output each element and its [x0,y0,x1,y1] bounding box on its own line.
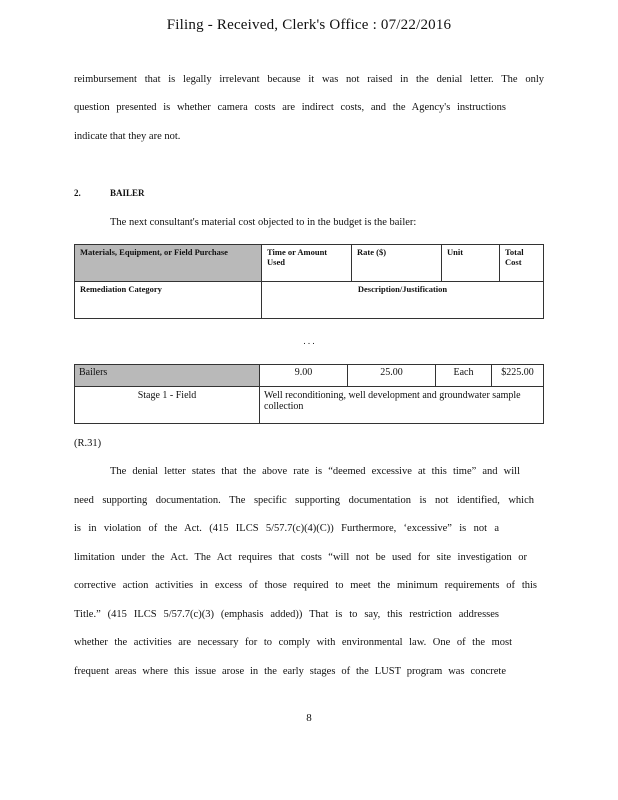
page-number: 8 [306,712,312,724]
text-line: indicate that they are not. [74,131,181,142]
text-line: limitation under the Act. The Act requires that costs “will not be used for site investigation or [74,552,527,563]
item-description: Well reconditioning, well development and groundwater sample collection [260,387,544,424]
section-title: BAILER [110,188,145,198]
text-line: The denial letter states that the above rate is “deemed excessive at this time” and will [110,466,520,477]
record-citation: (R.31) [74,438,102,449]
text-line: question presented is whether camera costs are indirect costs, and the Agency's instructions [74,102,506,113]
item-name: Bailers [75,365,260,387]
text-line: Title.” (415 ILCS 5/57.7(c)(3) (emphasis added)) That is to say, this restriction addresses [74,609,499,620]
item-rate: 25.00 [348,365,436,387]
item-unit: Each [436,365,492,387]
budget-header-table [74,244,544,319]
header-description: Description/Justification [262,282,544,319]
text-line: whether the activities are necessary for to comply with environmental law. One of the most [74,637,512,648]
ellipsis: . . . [303,336,315,346]
section-heading [74,188,145,198]
text-line: is in violation of the Act. (415 ILCS 5/57.7(c)(4)(C)) Furthermore, ‘excessive” is not a [74,523,499,534]
bailer-budget-table [74,364,544,424]
item-category: Stage 1 - Field [75,387,260,424]
header-materials: Materials, Equipment, or Field Purchase [75,245,262,282]
header-time-amount: Time or Amount Used [262,245,352,282]
header-rate: Rate ($) [352,245,442,282]
intro-sentence: The next consultant's material cost objected to in the budget is the bailer: [110,217,417,228]
item-total: $225.00 [492,365,544,387]
text-line: need supporting documentation. The specific supporting documentation is not identified, which [74,495,534,506]
header-total-cost: Total Cost [500,245,544,282]
item-time: 9.00 [260,365,348,387]
text-line: frequent areas where this issue arose in the early stages of the LUST program was concrete [74,666,506,677]
header-unit: Unit [442,245,500,282]
header-remediation-category: Remediation Category [75,282,262,319]
text-line: corrective action activities in excess of those required to meet the minimum requirements of this [74,580,537,591]
filing-stamp-header: Filing - Received, Clerk's Office : 07/22/2016 [166,17,452,33]
text-line: reimbursement that is legally irrelevant because it was not raised in the denial letter. The only [74,74,544,85]
section-number: 2. [74,188,81,198]
